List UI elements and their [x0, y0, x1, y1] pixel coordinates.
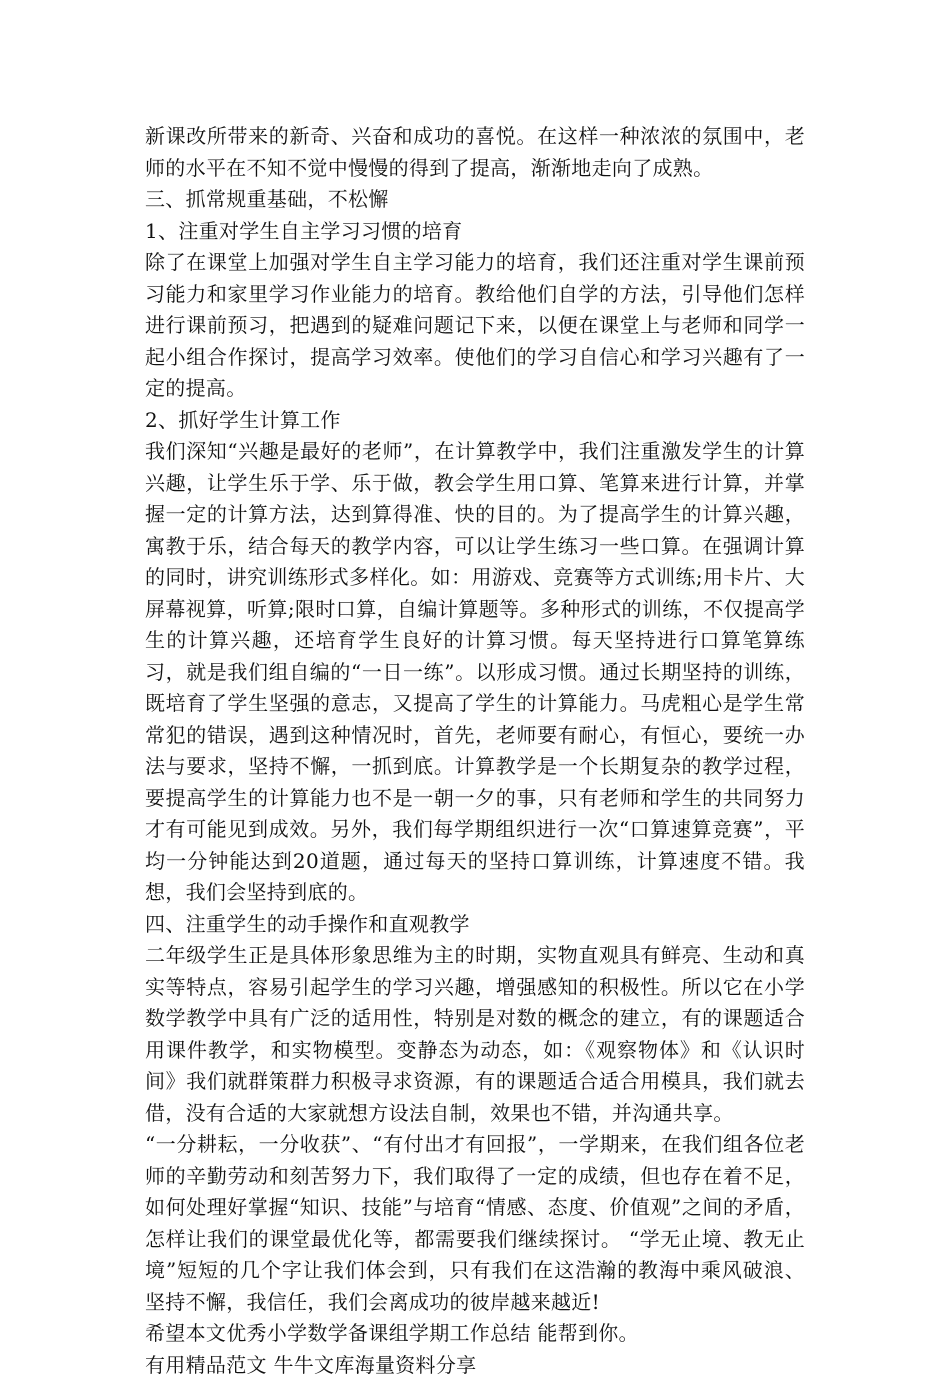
paragraph-hands-on: 二年级学生正是具体形象思维为主的时期，实物直观具有鲜亮、生动和真实等特点，容易引起学生的学习兴趣，增强感知的积极性。所以它在小学数学教学中具有广泛的适用性，特别是对数的概念的建立，有的课题适合用课件教学，和实物模型。变静态为动态，如：《观察物体》和《认识时间》我们就群策群力积极寻求资源，有的课题适合适合用模具，我们就去借，没有合适的大家就想方设法自制，效果也不错，并沟通共享。	[145, 940, 805, 1129]
closing-line: 希望本文优秀小学数学备课组学期工作总结 能帮到你。	[145, 1318, 805, 1350]
paragraph-intro-continuation: 新课改所带来的新奇、兴奋和成功的喜悦。在这样一种浓浓的氛围中，老师的水平在不知不觉中慢慢的得到了提高，渐渐地走向了成熟。	[145, 121, 805, 184]
document-body	[145, 121, 805, 1381]
subheading-3-2: 2、抓好学生计算工作	[145, 405, 805, 437]
paragraph-calculation: 我们深知“兴趣是最好的老师”，在计算教学中，我们注重激发学生的计算兴趣，让学生乐于学、乐于做，教会学生用口算、笔算来进行计算，并掌握一定的计算方法，达到算得准、快的目的。为了提高学生的计算兴趣，寓教于乐，结合每天的教学内容，可以让学生练习一些口算。在强调计算的同时，讲究训练形式多样化。如：用游戏、竞赛等方式训练;用卡片、大屏幕视算，听算;限时口算，自编计算题等。多种形式的训练，不仅提高学生的计算兴趣，还培育学生良好的计算习惯。每天坚持进行口算笔算练习，就是我们组自编的“一日一练”。以形成习惯。通过长期坚持的训练，既培育了学生坚强的意志，又提高了学生的计算能力。马虎粗心是学生常常犯的错误，遇到这种情况时，首先，老师要有耐心，有恒心，要统一办法与要求，坚持不懈，一抓到底。计算教学是一个长期复杂的教学过程，要提高学生的计算能力也不是一朝一夕的事，只有老师和学生的共同努力才有可能见到成效。另外，我们每学期组织进行一次“口算速算竞赛”，平均一分钟能达到20道题，通过每天的坚持口算训练，计算速度不错。我想，我们会坚持到底的。	[145, 436, 805, 909]
footer-line: 有用精品范文 牛牛文库海量资料分享	[145, 1350, 805, 1381]
section-heading-3: 三、抓常规重基础，不松懈	[145, 184, 805, 216]
paragraph-self-study: 除了在课堂上加强对学生自主学习能力的培育，我们还注重对学生课前预习能力和家里学习作业能力的培育。教给他们自学的方法，引导他们怎样进行课前预习，把遇到的疑难问题记下来，以便在课堂上与老师和同学一起小组合作探讨，提高学习效率。使他们的学习自信心和学习兴趣有了一定的提高。	[145, 247, 805, 405]
section-heading-4: 四、注重学生的动手操作和直观教学	[145, 909, 805, 941]
subheading-3-1: 1、注重对学生自主学习习惯的培育	[145, 216, 805, 248]
paragraph-conclusion: “一分耕耘，一分收获”、“有付出才有回报”，一学期来，在我们组各位老师的辛勤劳动和刻苦努力下，我们取得了一定的成绩，但也存在着不足，如何处理好掌握“知识、技能”与培育“情感、态度、价值观”之间的矛盾，怎样让我们的课堂最优化等，都需要我们继续探讨。 “学无止境、教无止境”短短的几个字让我们体会到，只有我们在这浩瀚的教海中乘风破浪、坚持不懈，我信任，我们会离成功的彼岸越来越近!	[145, 1129, 805, 1318]
